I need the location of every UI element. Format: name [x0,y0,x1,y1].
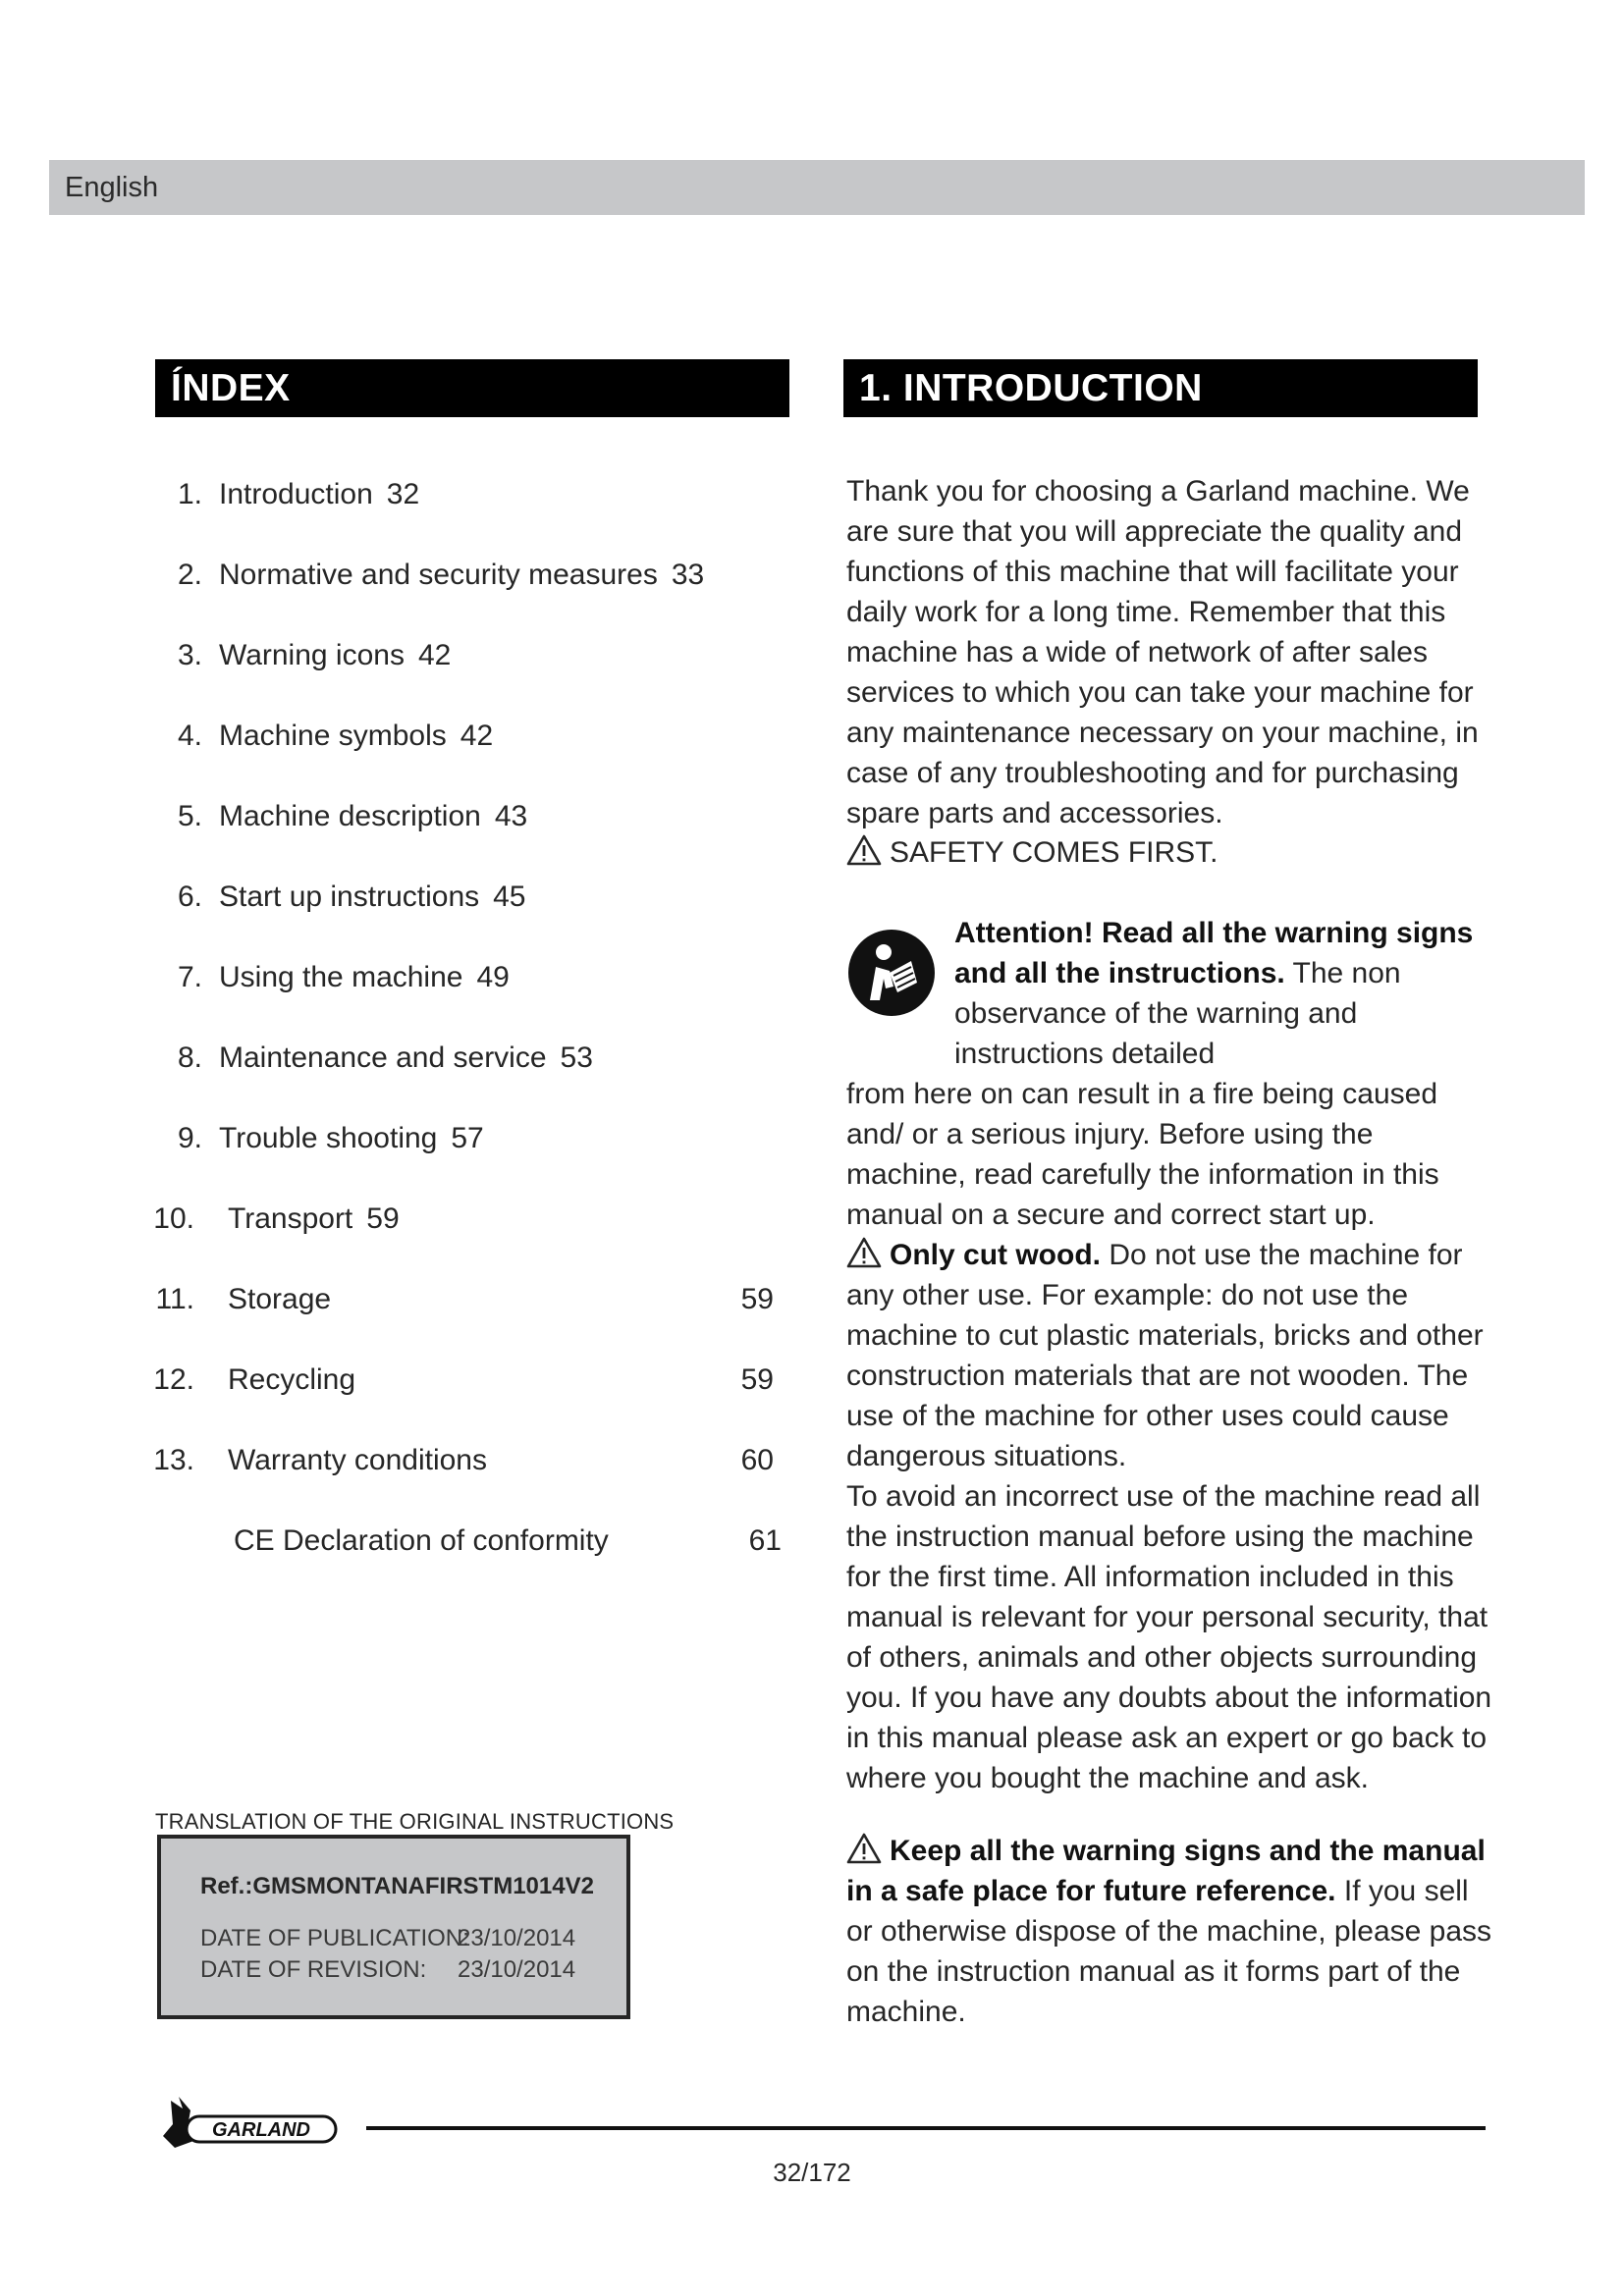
toc-item[interactable] [157,878,785,958]
revision-row [200,1954,626,1986]
toc-title: Transport [228,1202,353,1235]
keep-signs-paragraph [846,1831,1494,2032]
toc-item[interactable] [153,1200,785,1280]
toc-title: Start up instructions [219,881,480,913]
toc-title: Machine symbols [219,720,447,752]
keep-signs-text: If you sell or otherwise dispose of the machine, please pass on the instruction manual as it forms part of the machine. [846,1875,1492,2028]
toc-number: 7. [177,961,202,993]
attention-paragraph [846,913,1494,1235]
toc-title: Maintenance and service [219,1041,547,1074]
toc-title: Warranty conditions [228,1444,487,1476]
reference-box [157,1835,630,2019]
translation-label: TRANSLATION OF THE ORIGINAL INSTRUCTIONS [155,1809,675,1834]
toc-item[interactable] [157,1522,785,1602]
warning-triangle-icon [846,1833,882,1864]
toc-page: 53 [560,1041,593,1074]
toc-number: 1. [177,478,202,510]
attention-text-2: from here on can result in a fire being caused and/ or a serious injury. Before using the machine, read carefully the information in this manual on a secure and correct start up. [846,1078,1439,1231]
toc-number: 8. [177,1041,202,1074]
language-label: English [65,172,159,203]
toc-item[interactable] [153,1361,785,1441]
toc-page: 45 [493,881,526,913]
toc-page: 43 [494,800,528,832]
table-of-contents [153,475,785,1602]
cut-wood-text: Do not use the machine for any other use. For example: do not use the machine to cut plastic materials, bricks and other construction materials that are not wooden. The use of the machine for other uses could cause dangerous situations. [846,1239,1484,1472]
intro-paragraph: Thank you for choosing a Garland machine. We are sure that you will appreciate the quality and functions of this machine that will facilitate your daily work for a long time. Remember that this machine has a wide of network of after sales services to which you can take your machine for any maintenance necessary on your machine, in case of any troubleshooting and for purchasing spare parts and accessories. [846,475,1479,829]
cut-wood-bold: Only cut wood. [890,1239,1101,1271]
publication-row [200,1923,626,1954]
logo-text: GARLAND [212,2119,310,2141]
toc-item[interactable] [157,636,785,717]
toc-page: 49 [476,961,510,993]
toc-page: 57 [451,1122,484,1154]
toc-item[interactable] [157,958,785,1039]
toc-number: 5. [177,800,202,832]
revision-date: 23/10/2014 [458,1956,576,1983]
language-bar [49,160,1585,215]
toc-page: 59 [366,1202,400,1235]
toc-item[interactable] [157,475,785,556]
toc-page: 61 [748,1524,782,1557]
toc-item[interactable] [153,1441,785,1522]
toc-number: 2. [177,559,202,591]
toc-item[interactable] [157,1280,785,1361]
footer-divider [366,2126,1486,2130]
cut-wood-paragraph [846,1235,1494,1476]
toc-number: 11. [155,1283,194,1315]
safety-text: SAFETY COMES FIRST. [890,836,1218,869]
toc-title: Normative and security measures [219,559,658,591]
toc-title: Introduction [219,478,373,510]
index-heading: ÍNDEX [155,359,789,417]
toc-item[interactable] [157,1039,785,1119]
toc-page: 33 [671,559,705,591]
toc-title: CE Declaration of conformity [234,1524,609,1557]
publication-date: 23/10/2014 [458,1925,576,1951]
toc-page: 32 [386,478,420,510]
revision-label: DATE OF REVISION: [200,1956,427,1983]
attention-bold: Attention! Read all the warning signs and all the instructions. [954,917,1474,989]
toc-title: Trouble shooting [219,1122,438,1154]
safety-line [846,832,1218,873]
toc-page: 60 [740,1444,774,1476]
toc-number: 3. [177,639,202,671]
toc-item[interactable] [157,1119,785,1200]
toc-page: 42 [417,639,452,671]
keep-signs-bold: Keep all the warning signs and the manual in a safe place for future reference. [846,1835,1486,1907]
introduction-heading: 1. INTRODUCTION [843,359,1478,417]
garland-logo [157,2089,344,2152]
toc-number: 13. [153,1444,194,1476]
toc-item[interactable] [157,556,785,636]
toc-title: Using the machine [219,961,463,993]
toc-number: 9. [177,1122,202,1154]
toc-page: 59 [740,1283,774,1315]
warning-triangle-icon [846,1237,882,1268]
toc-item[interactable] [157,717,785,797]
toc-number: 6. [177,881,202,913]
toc-title: Recycling [228,1363,356,1396]
reference-code: Ref.:GMSMONTANAFIRSTM1014V2 [200,1873,594,1899]
toc-item[interactable] [157,797,785,878]
page-number: 32/172 [773,2158,851,2187]
attention-text-1: The non observance of the warning and instructions detailed [954,957,1401,1070]
toc-title: Warning icons [219,639,405,671]
toc-number: 4. [177,720,202,752]
toc-page: 42 [460,720,494,752]
toc-page: 59 [740,1363,774,1396]
publication-label: DATE OF PUBLICATION: [200,1925,469,1951]
toc-number: 12. [153,1363,194,1396]
avoid-paragraph: To avoid an incorrect use of the machine read all the instruction manual before using the machine for the first time. All information included in this manual is relevant for your personal security, that of others, animals and other objects surrounding you. If you have any doubts about the information in this manual please ask an expert or go back to where you bought the machine and ask. [846,1480,1492,1794]
toc-number: 10. [153,1202,194,1235]
toc-title: Machine description [219,800,481,832]
warning-triangle-icon [846,834,882,866]
toc-title: Storage [228,1283,332,1315]
